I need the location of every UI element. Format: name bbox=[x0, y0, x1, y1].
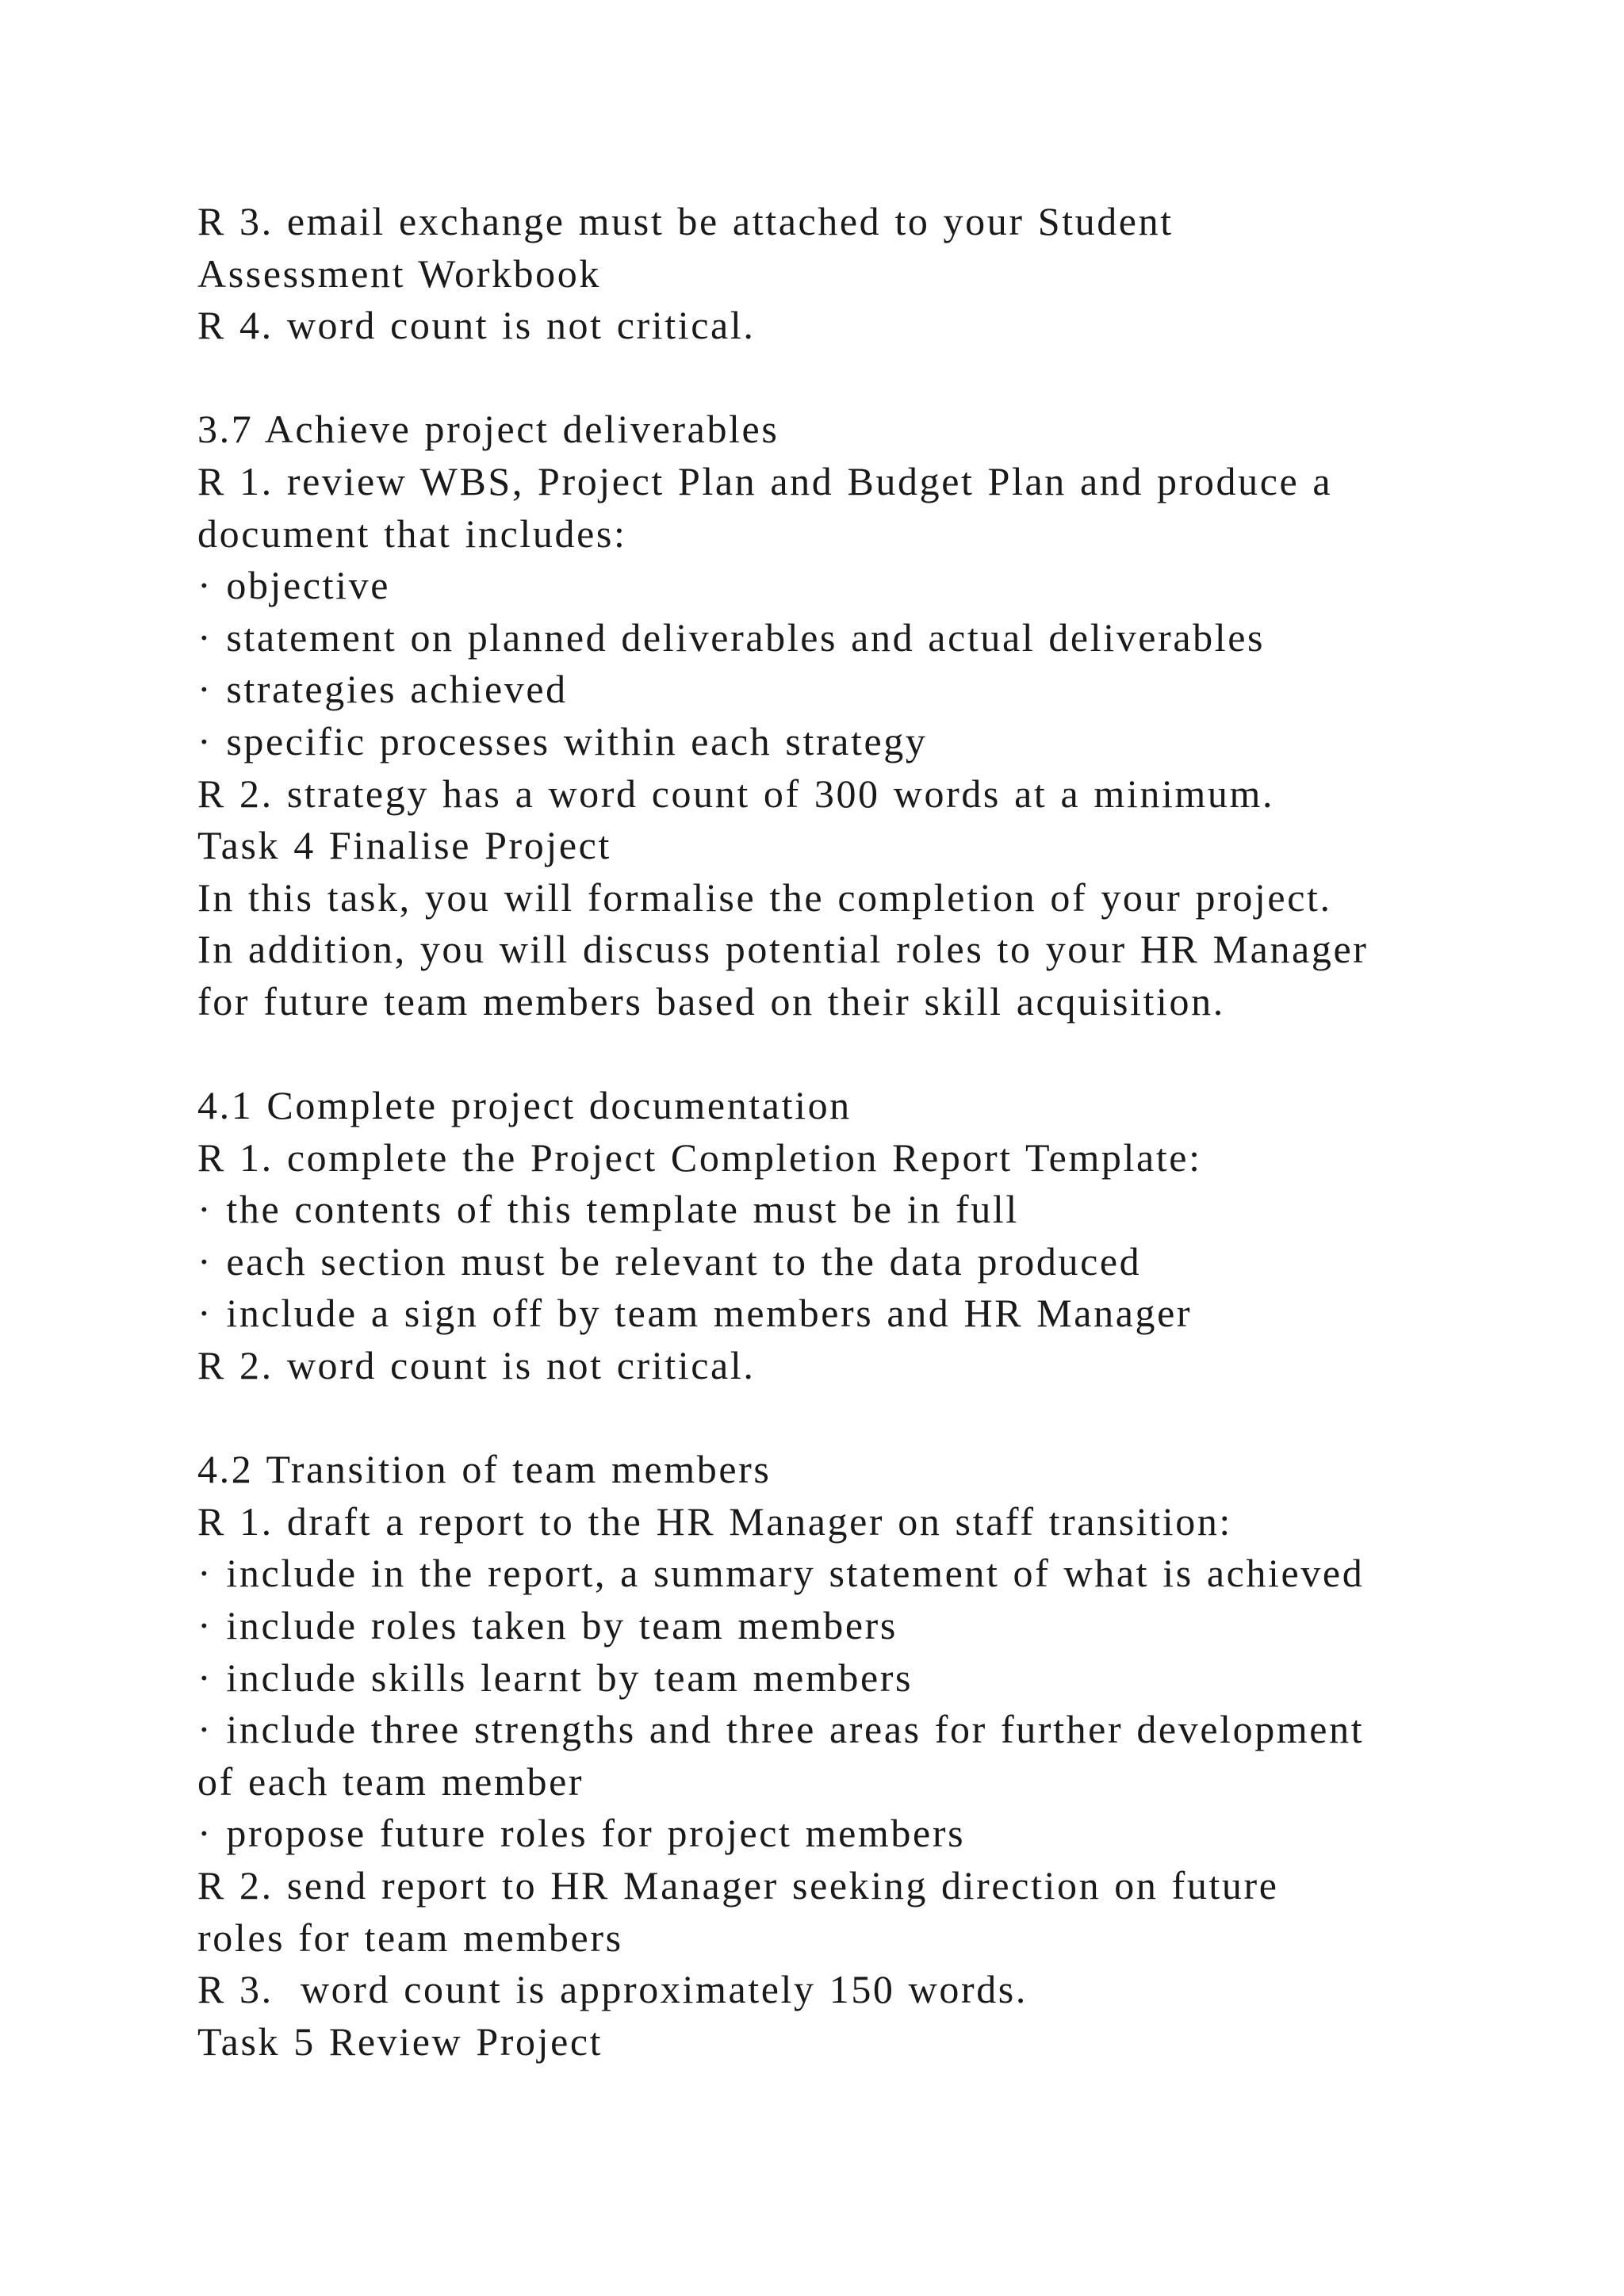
blank-line bbox=[197, 1028, 1561, 1081]
task-heading: Task 4 Finalise Project bbox=[197, 823, 611, 868]
bullet-item: · strategies achieved bbox=[197, 667, 568, 712]
text-line: R 1. draft a report to the HR Manager on staff transition: bbox=[197, 1498, 1232, 1544]
text-line: Assessment Workbook bbox=[197, 251, 601, 296]
text-line: R 1. complete the Project Completion Report Template: bbox=[197, 1135, 1202, 1180]
bullet-item: · propose future roles for project members bbox=[197, 1811, 966, 1856]
blank-line bbox=[197, 1392, 1561, 1445]
bullet-item: · objective bbox=[197, 563, 391, 608]
section-heading: 4.2 Transition of team members bbox=[197, 1447, 772, 1492]
section-heading: 4.1 Complete project documentation bbox=[197, 1083, 852, 1128]
text-line: document that includes: bbox=[197, 511, 627, 556]
document-body bbox=[197, 196, 1561, 2068]
text-line: R 4. word count is not critical. bbox=[197, 303, 756, 348]
text-line: for future team members based on their skill acquisition. bbox=[197, 978, 1225, 1024]
bullet-item: · include skills learnt by team members bbox=[197, 1655, 914, 1700]
bullet-item: · include in the report, a summary statement of what is achieved bbox=[197, 1551, 1365, 1596]
blank-line bbox=[197, 352, 1561, 404]
bullet-item: · each section must be relevant to the data produced bbox=[197, 1238, 1142, 1284]
text-line: In addition, you will discuss potential roles to your HR Manager bbox=[197, 927, 1369, 972]
bullet-item: · include a sign off by team members and HR Manager bbox=[197, 1291, 1193, 1336]
section-heading: 3.7 Achieve project deliverables bbox=[197, 407, 779, 452]
text-line: of each team member bbox=[197, 1758, 584, 1804]
text-line: roles for team members bbox=[197, 1915, 623, 1960]
bullet-item: · include roles taken by team members bbox=[197, 1603, 898, 1648]
text-line: R 2. send report to HR Manager seeking direction on future bbox=[197, 1863, 1279, 1908]
text-line: R 2. word count is not critical. bbox=[197, 1343, 756, 1388]
text-line: In this task, you will formalise the completion of your project. bbox=[197, 874, 1332, 920]
bullet-item: · include three strengths and three areas for further development bbox=[197, 1707, 1365, 1752]
text-line: R 1. review WBS, Project Plan and Budget Plan and produce a bbox=[197, 458, 1333, 503]
bullet-item: · statement on planned deliverables and actual deliverables bbox=[197, 614, 1266, 660]
bullet-item: · the contents of this template must be in full bbox=[197, 1187, 1019, 1232]
text-line: R 3. email exchange must be attached to your Student bbox=[197, 199, 1174, 243]
bullet-item: · specific processes within each strategy bbox=[197, 718, 928, 763]
text-line: R 3. word count is approximately 150 words. bbox=[197, 1967, 1028, 2012]
text-line: R 2. strategy has a word count of 300 words at a minimum. bbox=[197, 771, 1275, 816]
task-heading: Task 5 Review Project bbox=[197, 2019, 603, 2064]
